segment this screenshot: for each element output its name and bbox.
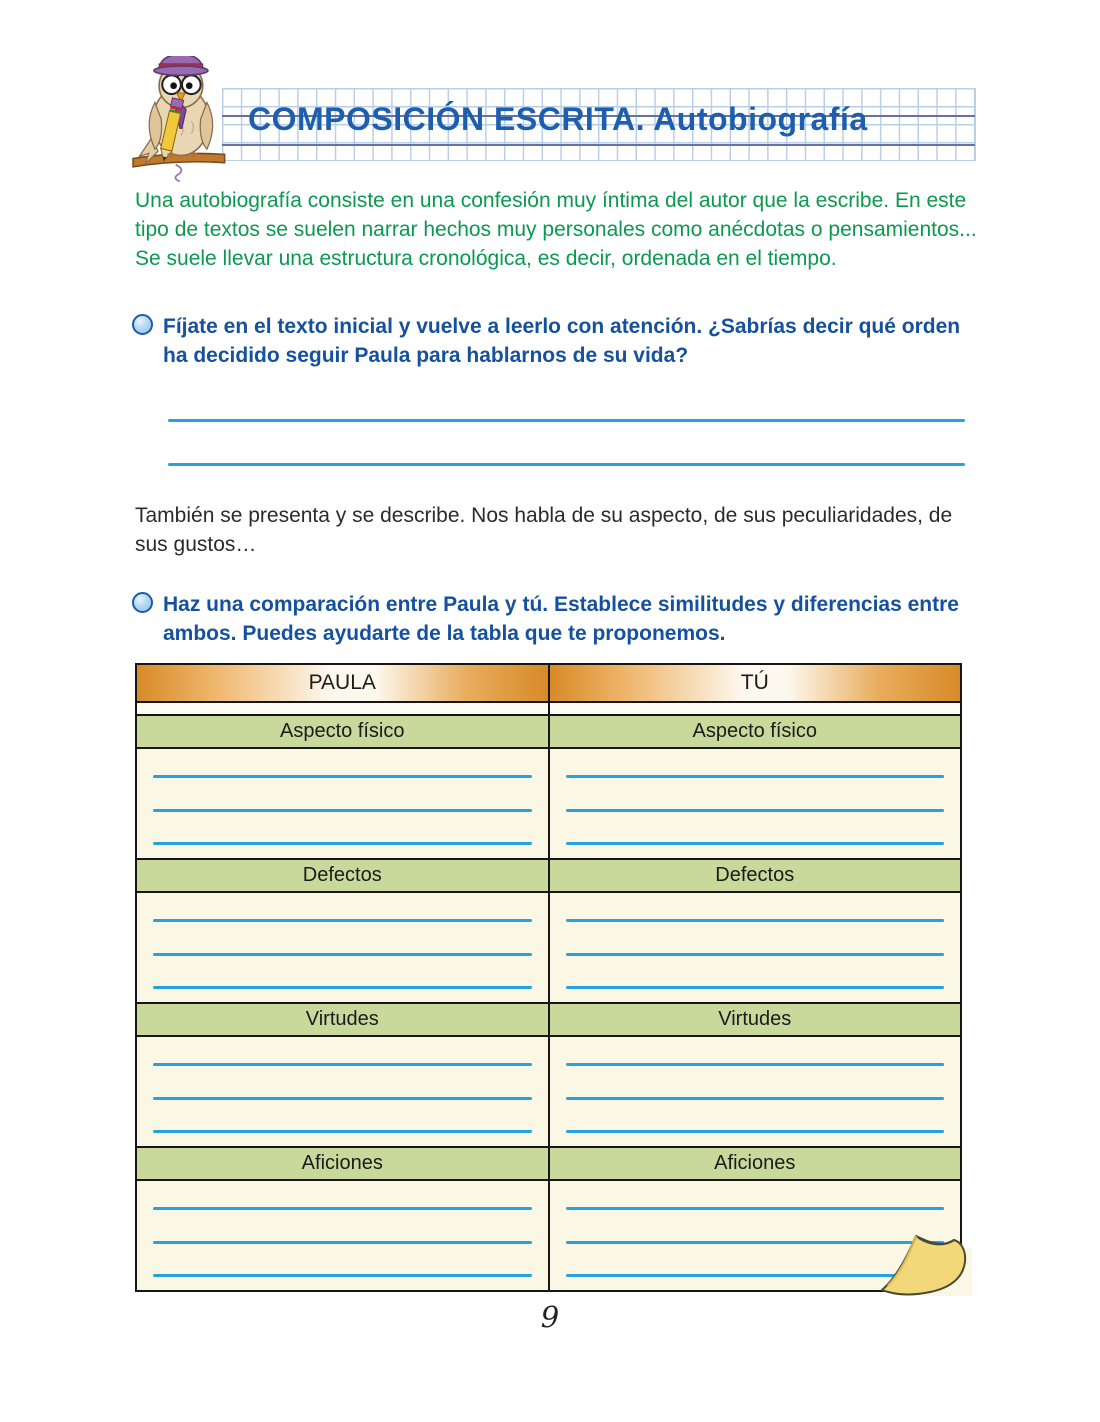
section-label: Virtudes bbox=[137, 1004, 550, 1035]
section-label: Aficiones bbox=[550, 1148, 961, 1179]
answer-row-defectos bbox=[137, 893, 960, 1004]
answer-line bbox=[153, 953, 532, 956]
section-header-row-defectos bbox=[137, 860, 960, 893]
page-number: 9 bbox=[540, 1300, 560, 1334]
answer-line bbox=[153, 1063, 532, 1066]
answer-area bbox=[137, 893, 550, 1002]
answer-area bbox=[137, 1037, 550, 1146]
answer-line bbox=[566, 842, 945, 845]
answer-line bbox=[153, 1097, 532, 1100]
answer-line bbox=[153, 919, 532, 922]
answer-line bbox=[566, 953, 945, 956]
comparison-table bbox=[135, 663, 962, 1292]
answer-line bbox=[566, 1207, 945, 1210]
answer-row-aficiones bbox=[137, 1181, 960, 1290]
answer-line bbox=[153, 809, 532, 812]
answer-row-aspecto bbox=[137, 749, 960, 860]
sphere-bullet-icon bbox=[132, 314, 153, 335]
answer-line bbox=[566, 986, 945, 989]
answer-area bbox=[137, 749, 550, 858]
answer-line bbox=[153, 1274, 532, 1277]
section-header-row-aficiones bbox=[137, 1148, 960, 1181]
answer-area bbox=[137, 1181, 550, 1290]
answer-line bbox=[153, 1207, 532, 1210]
answer-line bbox=[566, 1097, 945, 1100]
exercise-1-prompt: Fíjate en el texto inicial y vuelve a leerlo con atención. ¿Sabrías decir qué orden ha decidido seguir Paula para hablarnos de su vida? bbox=[163, 315, 961, 367]
answer-line bbox=[566, 1063, 945, 1066]
owl-mascot-icon bbox=[131, 56, 235, 182]
section-label: Aficiones bbox=[137, 1148, 550, 1179]
section-header-row-aspecto bbox=[137, 716, 960, 749]
sphere-bullet-icon bbox=[132, 592, 153, 613]
answer-row-virtudes bbox=[137, 1037, 960, 1148]
middle-paragraph: También se presenta y se describe. Nos habla de su aspecto, de sus peculiaridades, de sus gustos… bbox=[135, 504, 953, 556]
answer-line bbox=[566, 919, 945, 922]
answer-line bbox=[566, 775, 945, 778]
section-label: Defectos bbox=[550, 860, 961, 891]
answer-line bbox=[153, 775, 532, 778]
intro-paragraph: Una autobiografía consiste en una confesión muy íntima del autor que la escribe. En este tipo de textos se suelen narrar hechos muy personales como anécdotas o pensamientos... Se suele llevar una estructura cronológica, es decir, ordenada en el tiempo. bbox=[135, 189, 977, 270]
table-spacer-row bbox=[137, 703, 960, 716]
answer-line bbox=[168, 463, 965, 466]
section-label: Defectos bbox=[137, 860, 550, 891]
answer-line bbox=[153, 842, 532, 845]
answer-line bbox=[153, 986, 532, 989]
answer-line bbox=[153, 1241, 532, 1244]
answer-area bbox=[550, 893, 961, 1002]
writing-guide-line bbox=[222, 144, 975, 146]
exercise-2-prompt: Haz una comparación entre Paula y tú. Establece similitudes y diferencias entre ambos. Puedes ayudarte de la tabla que te proponemos. bbox=[163, 593, 959, 645]
table-col-header-tu: TÚ bbox=[550, 665, 961, 701]
section-header-row-virtudes bbox=[137, 1004, 960, 1037]
section-label: Virtudes bbox=[550, 1004, 961, 1035]
answer-line bbox=[168, 419, 965, 422]
answer-line bbox=[566, 1130, 945, 1133]
answer-area bbox=[550, 749, 961, 858]
page-curl-icon bbox=[864, 1228, 980, 1298]
answer-line bbox=[153, 1130, 532, 1133]
table-col-header-paula: PAULA bbox=[137, 665, 550, 701]
section-label: Aspecto físico bbox=[550, 716, 961, 747]
answer-area bbox=[550, 1037, 961, 1146]
table-header-row bbox=[137, 665, 960, 703]
answer-line bbox=[566, 809, 945, 812]
section-label: Aspecto físico bbox=[137, 716, 550, 747]
page-title: COMPOSICIÓN ESCRITA. Autobiografía bbox=[248, 101, 868, 137]
